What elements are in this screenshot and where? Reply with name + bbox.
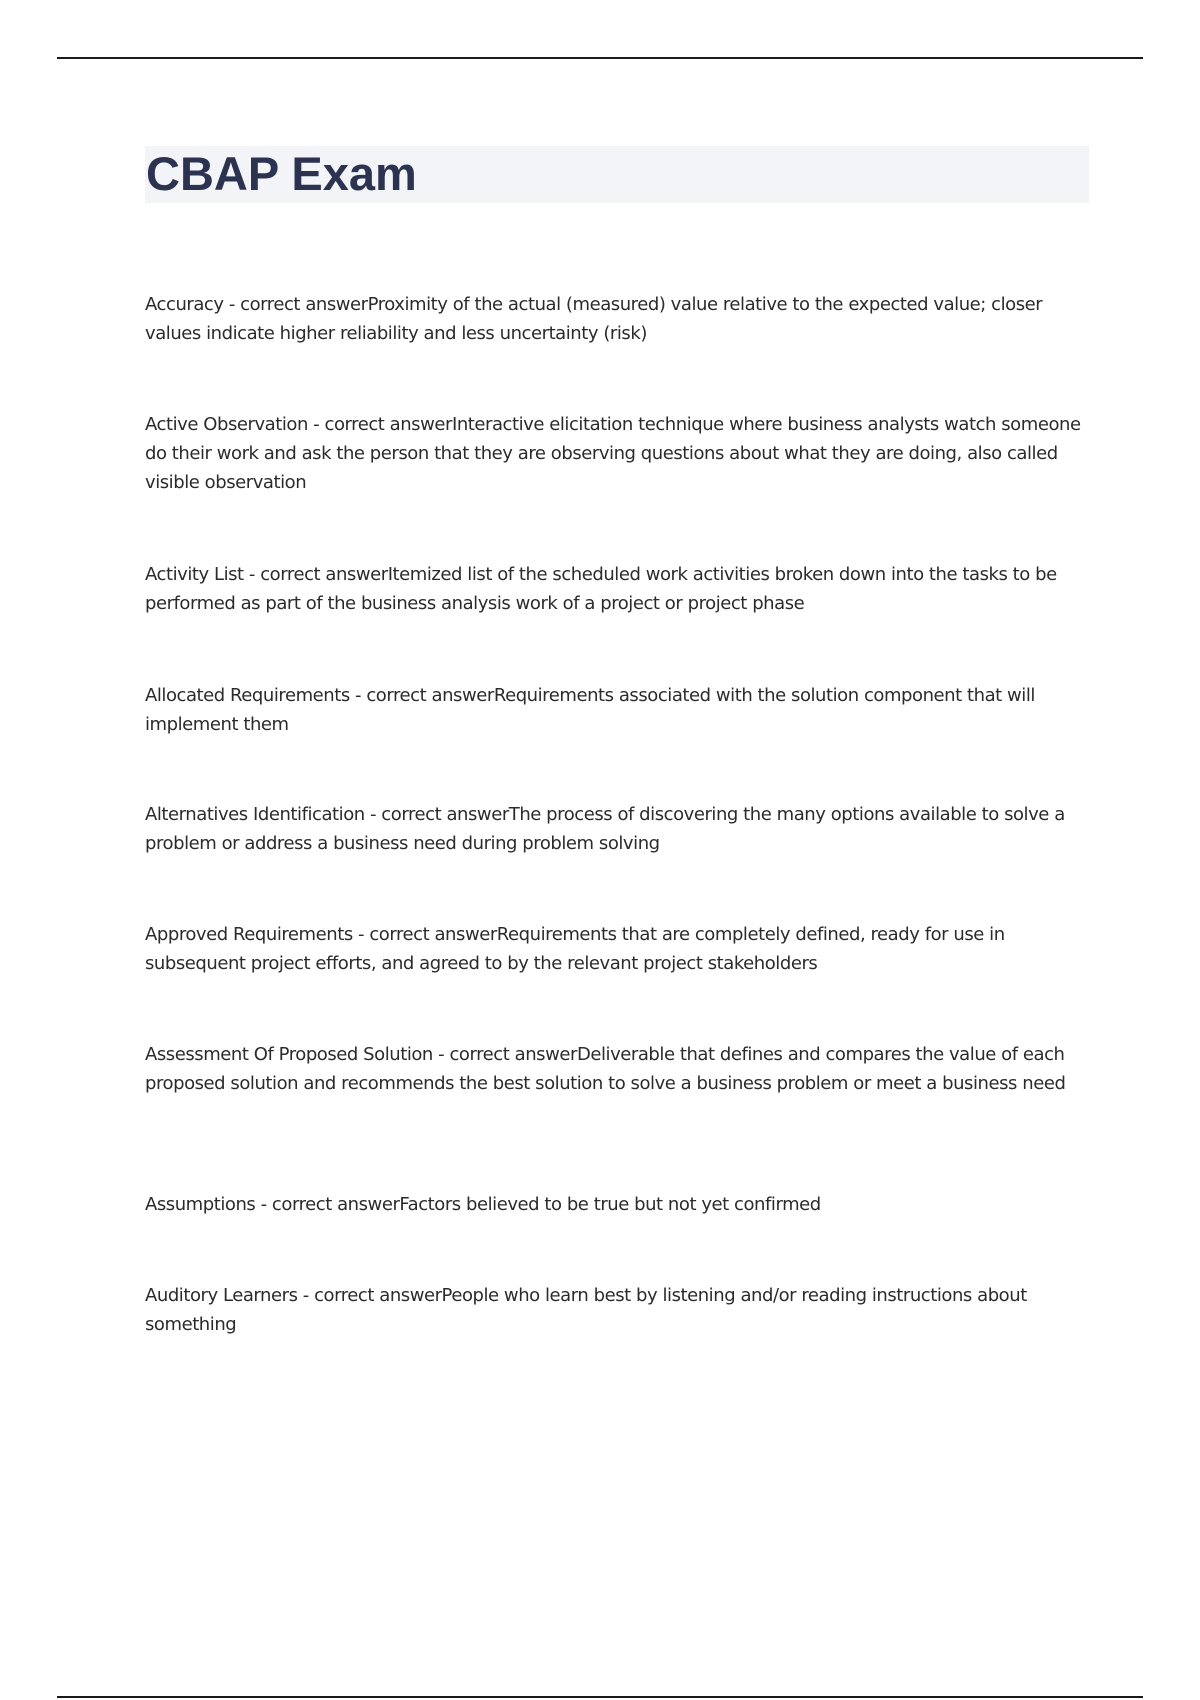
glossary-entry: Activity List - correct answerItemized list of the scheduled work activities broken down into the tasks to be performed as part of the business analysis work of a project or project phase	[145, 564, 1057, 614]
glossary-entry: Auditory Learners - correct answerPeople who learn best by listening and/or reading instructions about something	[145, 1285, 1027, 1335]
glossary-entry: Allocated Requirements - correct answerRequirements associated with the solution component that will implement them	[145, 685, 1035, 735]
glossary-entry: Active Observation - correct answerInteractive elicitation technique where business analysts watch someone do their work and ask the person that they are observing questions about what they are doing, also called visible observation	[145, 414, 1081, 493]
glossary-entry: Assessment Of Proposed Solution - correct answerDeliverable that defines and compares the value of each proposed solution and recommends the best solution to solve a business problem or meet a business need	[145, 1044, 1066, 1094]
glossary-entry: Approved Requirements - correct answerRequirements that are completely defined, ready for use in subsequent project efforts, and agreed to by the relevant project stakeholders	[145, 924, 1005, 974]
glossary-entry: Accuracy - correct answerProximity of the actual (measured) value relative to the expected value; closer values indicate higher reliability and less uncertainty (risk)	[145, 294, 1043, 344]
page-title: CBAP Exam	[146, 147, 417, 200]
glossary-entry: Assumptions - correct answerFactors believed to be true but not yet confirmed	[145, 1194, 821, 1215]
top-rule	[57, 57, 1143, 59]
bottom-rule	[57, 1696, 1143, 1698]
glossary-entry: Alternatives Identification - correct answerThe process of discovering the many options available to solve a problem or address a business need during problem solving	[145, 804, 1065, 854]
